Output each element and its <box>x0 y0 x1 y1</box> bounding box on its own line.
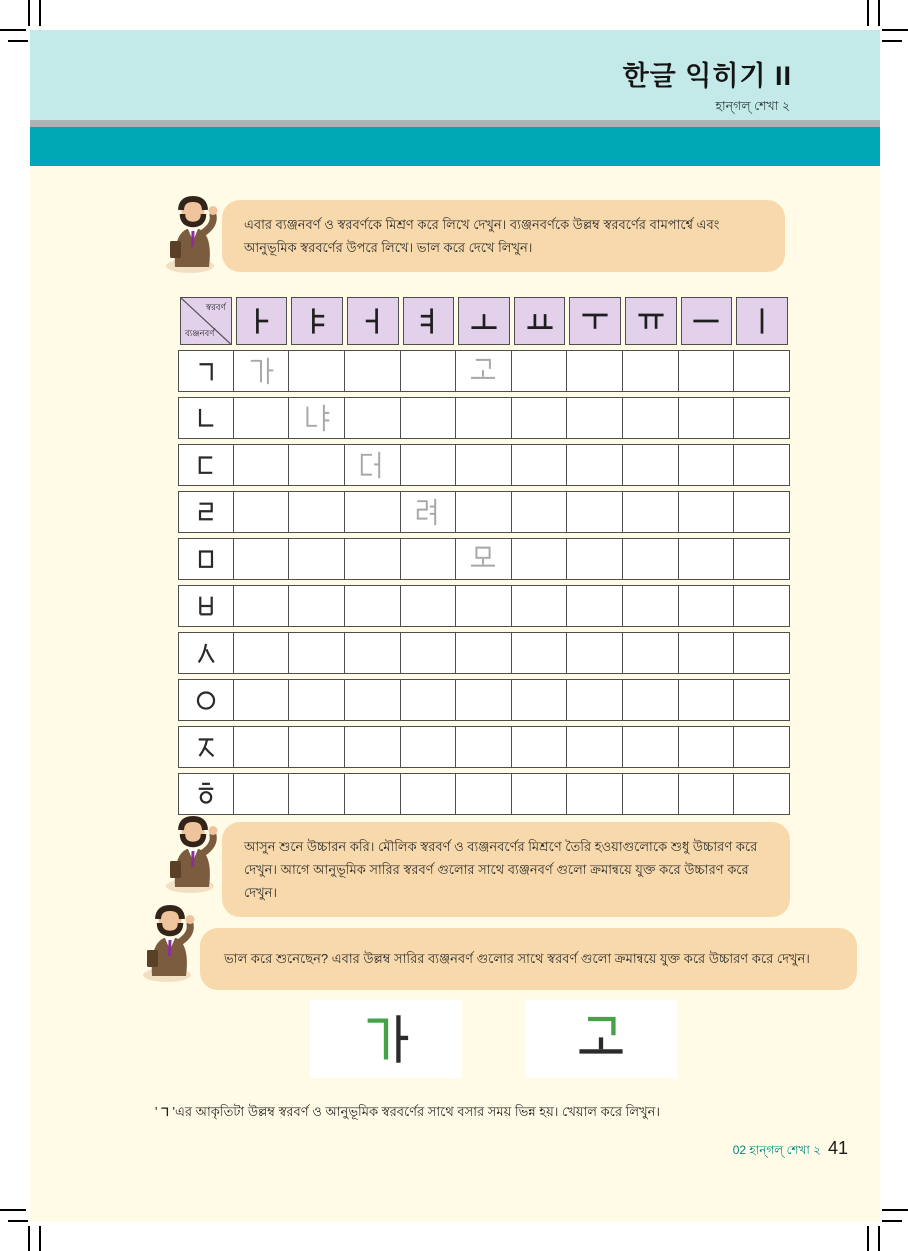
syllable-cell[interactable] <box>512 350 568 392</box>
hangul-glyph-모 <box>468 544 498 574</box>
syllable-cell[interactable] <box>623 397 679 439</box>
instruction-bubble-2 <box>222 822 790 917</box>
syllable-cell[interactable] <box>512 444 568 486</box>
syllable-cell[interactable] <box>734 585 790 627</box>
teacher-illustration <box>140 902 200 982</box>
syllable-cell[interactable] <box>567 726 623 768</box>
syllable-cell[interactable] <box>567 585 623 627</box>
instruction-text-2: আসুন শুনে উচ্চারন করি। মৌলিক স্বরবর্ণ ও ব্যঞ্জনবর্ণের মিশ্রণে তৈরি হওয়াগুলোকে শুধু উচ্চারণ করে দেখুন। আগে আনুভূমিক সারির স্বরবর্ণ গুলোর সাথে ব্যঞ্জনবর্ণ গুলো ক্রমান্বয়ে যুক্ত করে উচ্চারণ করে দেখুন। <box>244 839 758 901</box>
syllable-cell[interactable] <box>345 491 401 533</box>
syllable-cell[interactable] <box>679 632 735 674</box>
hangul-glyph-ㄱ <box>193 358 219 384</box>
syllable-cell[interactable] <box>512 773 568 815</box>
page-subtitle: হান্গল্ শেখা ২ <box>715 98 790 113</box>
vowel-header-cell <box>567 297 623 345</box>
vowel-header-cell <box>234 297 290 345</box>
vowel-header-cell <box>679 297 735 345</box>
consonant-row-header <box>178 632 234 674</box>
syllable-cell[interactable] <box>289 632 345 674</box>
syllable-cell[interactable] <box>512 397 568 439</box>
teacher-illustration <box>163 193 223 273</box>
consonant-row-header <box>178 726 234 768</box>
syllable-cell[interactable] <box>401 679 457 721</box>
vowel-header-cell <box>734 297 790 345</box>
hangul-glyph-ㅣ <box>747 306 777 336</box>
vowel-header-cell <box>512 297 568 345</box>
consonant-row-header <box>178 397 234 439</box>
hangul-glyph-ㅇ <box>193 687 219 713</box>
syllable-cell[interactable] <box>234 632 290 674</box>
hangul-glyph-ㄹ <box>193 499 219 525</box>
corner-label-consonant: ব্যঞ্জনবর্ণ <box>185 328 215 338</box>
syllable-cell[interactable] <box>401 397 457 439</box>
syllable-cell[interactable] <box>234 350 290 392</box>
instruction-bubble-1 <box>222 200 785 272</box>
syllable-cell[interactable] <box>289 726 345 768</box>
syllable-cell[interactable] <box>234 491 290 533</box>
syllable-cell[interactable] <box>345 773 401 815</box>
syllable-cell[interactable] <box>345 632 401 674</box>
syllable-cell[interactable] <box>734 397 790 439</box>
hangul-glyph-ㄷ <box>193 452 219 478</box>
syllable-cell[interactable] <box>623 773 679 815</box>
syllable-cell[interactable] <box>401 632 457 674</box>
hangul-glyph-ㄱ <box>158 1105 171 1118</box>
syllable-cell[interactable] <box>567 491 623 533</box>
syllable-cell[interactable] <box>734 679 790 721</box>
syllable-cell[interactable] <box>567 773 623 815</box>
syllable-cell[interactable] <box>679 397 735 439</box>
instruction-text-3: ভাল করে শুনেছেন? এবার উল্লম্ব সারির ব্যঞ্জনবর্ণ গুলোর সাথে স্বরবর্ণ গুলো ক্রমান্বয়ে যুক্ত করে উচ্চারণ করে দেখুন। <box>224 951 810 967</box>
syllable-cell[interactable] <box>289 491 345 533</box>
syllable-cell[interactable] <box>345 350 401 392</box>
chapter-label: 02 হান্গল্ শেখা ২ <box>732 1143 821 1157</box>
syllable-cell[interactable] <box>679 350 735 392</box>
syllable-cell[interactable] <box>567 350 623 392</box>
syllable-cell[interactable] <box>734 350 790 392</box>
hangul-glyph-ㅎ <box>193 781 219 807</box>
syllable-cell[interactable] <box>401 726 457 768</box>
syllable-cell[interactable] <box>456 397 512 439</box>
hangul-glyph-ㅜ <box>580 306 610 336</box>
hangul-glyph-ㅅ <box>193 640 219 666</box>
syllable-cell[interactable] <box>679 491 735 533</box>
hangul-glyph-ㄴ <box>193 405 219 431</box>
syllable-cell[interactable] <box>456 350 512 392</box>
consonant-row-header <box>178 444 234 486</box>
syllable-cell[interactable] <box>345 585 401 627</box>
syllable-cell[interactable] <box>679 679 735 721</box>
consonant-row-header <box>178 585 234 627</box>
syllable-cell[interactable] <box>401 444 457 486</box>
syllable-cell[interactable] <box>234 538 290 580</box>
syllable-cell[interactable] <box>734 538 790 580</box>
syllable-cell[interactable] <box>567 444 623 486</box>
syllable-cell[interactable] <box>567 632 623 674</box>
syllable-cell[interactable] <box>679 444 735 486</box>
syllable-cell[interactable] <box>623 491 679 533</box>
accent-band <box>30 127 880 166</box>
syllable-cell[interactable] <box>512 632 568 674</box>
header-divider <box>30 120 880 127</box>
syllable-cell[interactable] <box>512 585 568 627</box>
hangul-glyph-ㅏ <box>246 306 276 336</box>
vowel-header-cell <box>401 297 457 345</box>
syllable-cell[interactable] <box>679 726 735 768</box>
page-title: 한글 익히기 II <box>622 61 792 91</box>
corner-label-vowel: স্বরবর্ণ <box>205 302 226 312</box>
syllable-cell[interactable] <box>289 397 345 439</box>
syllable-cell[interactable] <box>289 350 345 392</box>
syllable-cell[interactable] <box>401 491 457 533</box>
hangul-glyph-ㅕ <box>413 306 443 336</box>
syllable-cell[interactable] <box>512 679 568 721</box>
page-number: 41 <box>827 1138 848 1158</box>
syllable-cell[interactable] <box>401 585 457 627</box>
syllable-cell[interactable] <box>623 726 679 768</box>
syllable-cell[interactable] <box>456 538 512 580</box>
syllable-cell[interactable] <box>401 350 457 392</box>
syllable-cell[interactable] <box>734 491 790 533</box>
header-title-block <box>623 62 792 118</box>
hangul-glyph-가 <box>246 356 276 386</box>
syllable-cell[interactable] <box>512 538 568 580</box>
syllable-cell[interactable] <box>456 679 512 721</box>
syllable-cell[interactable] <box>345 538 401 580</box>
hangul-glyph-ㅡ <box>691 306 721 336</box>
syllable-cell[interactable] <box>289 679 345 721</box>
textbook-page <box>30 30 880 1222</box>
syllable-cell[interactable] <box>289 773 345 815</box>
syllable-cell[interactable] <box>623 350 679 392</box>
hangul-glyph-ㅠ <box>636 306 666 336</box>
syllable-cell[interactable] <box>567 679 623 721</box>
consonant-row-header <box>178 679 234 721</box>
vowel-header-cell <box>456 297 512 345</box>
table-corner-cell <box>178 297 234 345</box>
syllable-cell[interactable] <box>234 679 290 721</box>
hangul-glyph-ㅁ <box>193 546 219 572</box>
hangul-glyph-ㅓ <box>358 306 388 336</box>
syllable-cell[interactable] <box>567 397 623 439</box>
hangul-glyph-더 <box>357 450 387 480</box>
syllable-cell[interactable] <box>734 773 790 815</box>
syllable-cell[interactable] <box>456 632 512 674</box>
syllable-cell[interactable] <box>234 444 290 486</box>
syllable-cell[interactable] <box>679 538 735 580</box>
syllable-cell[interactable] <box>456 773 512 815</box>
syllable-cell[interactable] <box>623 538 679 580</box>
syllable-cell[interactable] <box>289 538 345 580</box>
page-footer <box>733 1138 848 1162</box>
syllable-cell[interactable] <box>234 773 290 815</box>
syllable-cell[interactable] <box>345 726 401 768</box>
syllable-cell[interactable] <box>234 726 290 768</box>
hangul-glyph-ㅈ <box>193 734 219 760</box>
syllable-cell[interactable] <box>456 444 512 486</box>
example-card <box>525 1000 677 1078</box>
hangul-glyph-ㅑ <box>302 306 332 336</box>
hangul-glyph-려 <box>413 497 443 527</box>
consonant-row-header <box>178 350 234 392</box>
syllable-cell[interactable] <box>456 585 512 627</box>
syllable-cell[interactable] <box>512 491 568 533</box>
syllable-cell[interactable] <box>345 397 401 439</box>
teacher-illustration <box>163 813 223 893</box>
vowel-header-cell <box>345 297 401 345</box>
syllable-cell[interactable] <box>623 444 679 486</box>
footnote-quote: ' <box>155 1104 158 1119</box>
consonant-row-header <box>178 773 234 815</box>
syllable-cell[interactable] <box>623 585 679 627</box>
syllable-cell[interactable] <box>734 632 790 674</box>
korean-char-glyph <box>157 1104 172 1119</box>
syllable-cell[interactable] <box>234 585 290 627</box>
syllable-cell[interactable] <box>289 444 345 486</box>
syllable-cell[interactable] <box>679 773 735 815</box>
syllable-cell[interactable] <box>734 726 790 768</box>
syllable-cell[interactable] <box>345 444 401 486</box>
footnote-text: 'এর আকৃতিটা উল্লম্ব স্বরবর্ণ ও আনুভূমিক স্বরবর্ণের সাথে বসার সময় ভিন্ন হয়। খেয়াল করে লিখুন। <box>172 1104 661 1119</box>
hangul-glyph-고 <box>468 356 498 386</box>
syllable-cell[interactable] <box>456 726 512 768</box>
syllable-table <box>178 292 790 820</box>
footnote <box>155 1103 660 1124</box>
syllable-cell[interactable] <box>679 585 735 627</box>
instruction-text-1: এবার ব্যঞ্জনবর্ণ ও স্বরবর্ণকে মিশ্রণ করে লিখে দেখুন। ব্যঞ্জনবর্ণকে উল্লম্ব স্বরবর্ণের বামপার্শ্বে এবং আনুভূমিক স্বরবর্ণের উপরে লিখে। ভাল করে দেখে লিখুন। <box>244 217 720 256</box>
instruction-bubble-3 <box>200 928 857 990</box>
syllable-cell[interactable] <box>512 726 568 768</box>
hangul-glyph-가 <box>359 1012 413 1066</box>
syllable-cell[interactable] <box>567 538 623 580</box>
consonant-row-header <box>178 538 234 580</box>
hangul-glyph-ㅗ <box>469 306 499 336</box>
syllable-cell[interactable] <box>401 538 457 580</box>
hangul-glyph-고 <box>574 1012 628 1066</box>
syllable-cell[interactable] <box>345 679 401 721</box>
vowel-header-cell <box>623 297 679 345</box>
syllable-cell[interactable] <box>289 585 345 627</box>
syllable-cell[interactable] <box>623 679 679 721</box>
hangul-glyph-냐 <box>302 403 332 433</box>
syllable-cell[interactable] <box>234 397 290 439</box>
syllable-cell[interactable] <box>456 491 512 533</box>
example-card <box>310 1000 462 1078</box>
syllable-cell[interactable] <box>734 444 790 486</box>
syllable-table-wrap <box>178 292 790 820</box>
consonant-row-header <box>178 491 234 533</box>
hangul-glyph-ㅂ <box>193 593 219 619</box>
vowel-header-cell <box>289 297 345 345</box>
syllable-cell[interactable] <box>623 632 679 674</box>
syllable-cell[interactable] <box>401 773 457 815</box>
hangul-glyph-ㅛ <box>525 306 555 336</box>
